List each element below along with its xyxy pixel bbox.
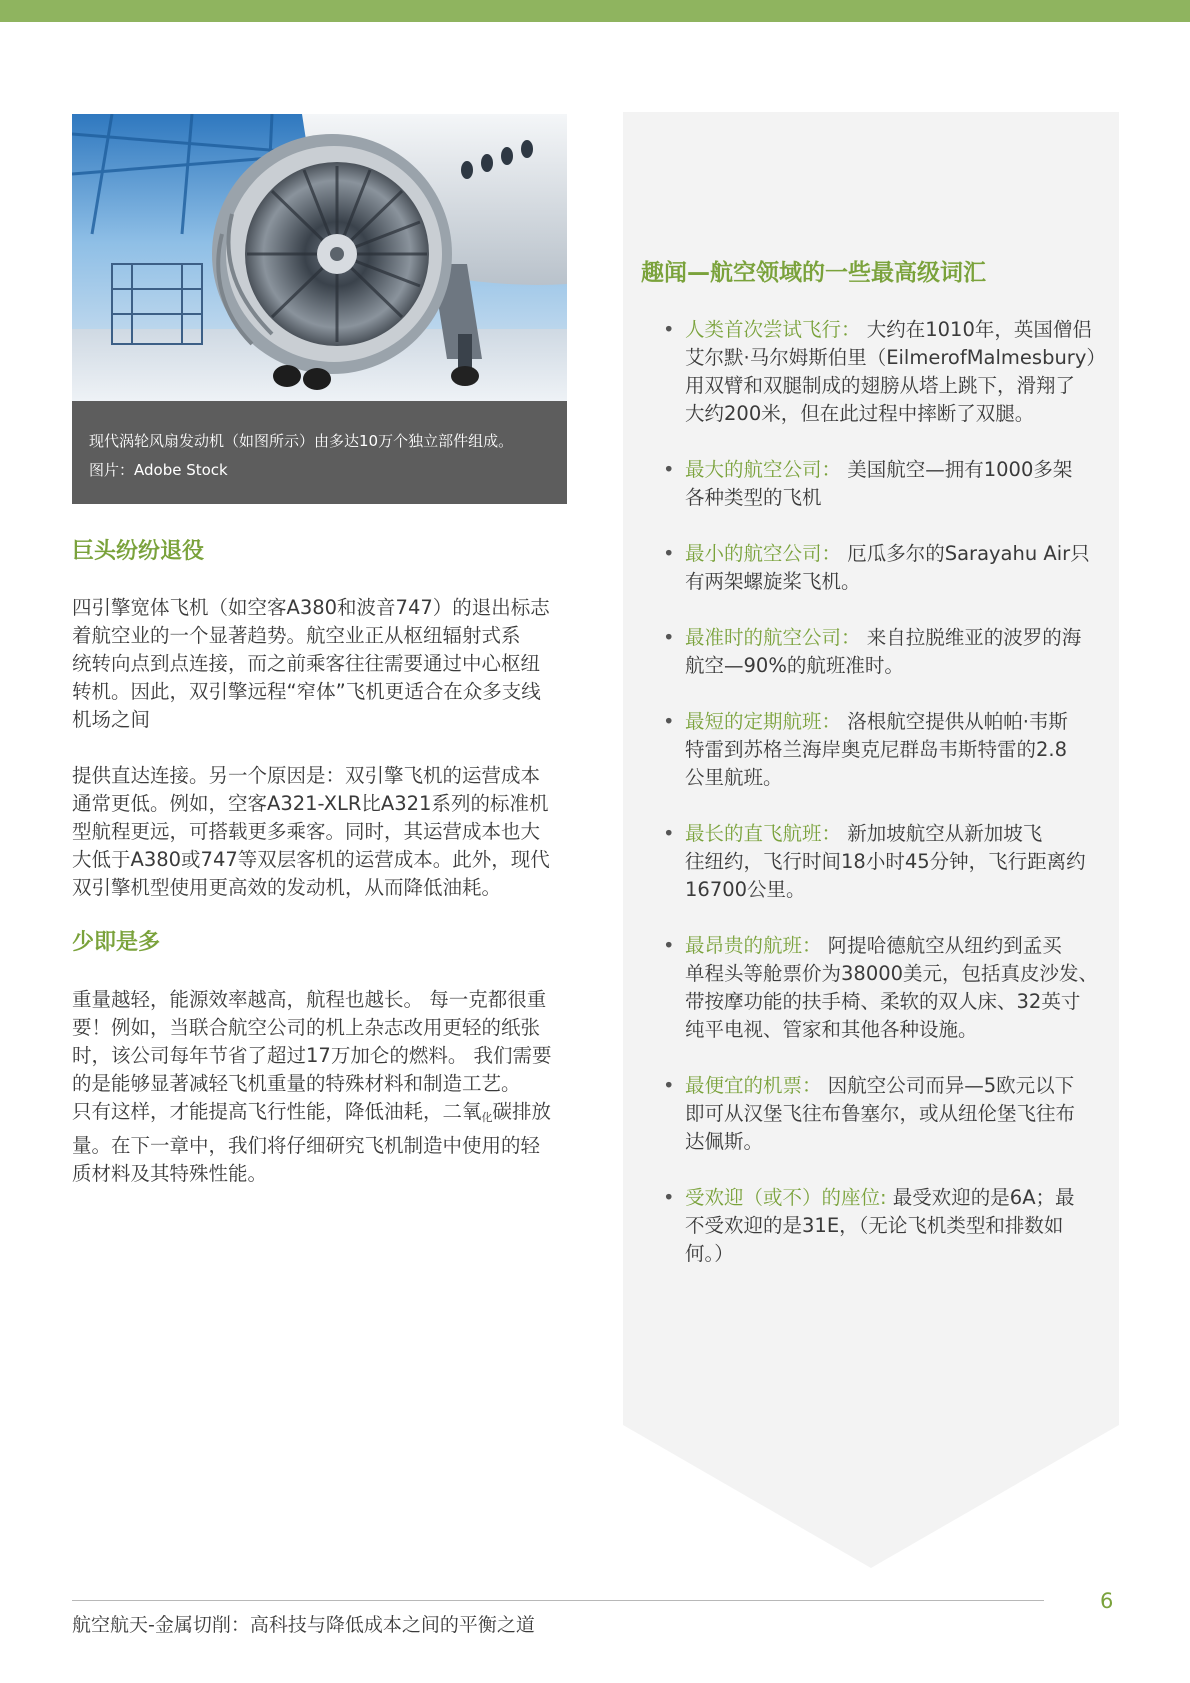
fact-line: 各种类型的飞机 [685,486,822,509]
text-fragment: 只有这样，才能提高飞行性能，降低油耗，二氧 [72,1100,482,1123]
text-line: 统转向点到点连接，而之前乘客往往需要通过中心枢纽 [72,652,541,675]
fact-lead: 最大的航空公司： [685,458,842,481]
fact-text: 来自拉脱维亚的波罗的海 [866,626,1082,649]
fact-line: 16700公里。 [685,878,806,901]
footer-document-title: 航空航天-金属切削：高科技与降低成本之间的平衡之道 [72,1614,535,1636]
section2-paragraph [72,986,572,1188]
fact-line: 达佩斯。 [685,1130,764,1153]
bullet-icon: • [663,1074,675,1097]
fact-line: 单程头等舱票价为38000美元，包括真皮沙发、 [685,962,1099,985]
text-line: 重量越轻，能源效率越高，航程也越长。 每一克都很重 [72,988,547,1011]
fact-line: 有两架螺旋桨飞机。 [685,570,861,593]
fact-item-shortest-flight [663,708,1068,792]
bullet-icon: • [663,542,675,565]
section1-paragraph-1 [72,594,572,734]
text-line: 双引擎机型使用更高效的发动机，从而降低油耗。 [72,876,502,899]
fact-first-line [685,316,1106,344]
fact-text: 美国航空—拥有1000多架 [847,458,1073,481]
top-accent-bar [0,0,1190,22]
subscript-text: 化 [481,1111,493,1124]
section-heading-less-is-more: 少即是多 [72,930,161,955]
fact-text: 因航空公司而异—5欧元以下 [827,1074,1075,1097]
fact-line: 航空—90%的航班准时。 [685,654,904,677]
fact-first-line [685,624,1081,652]
text-line: 的是能够显著减轻飞机重量的特殊材料和制造工艺。 [72,1072,521,1095]
section-heading-giants-retire: 巨头纷纷退役 [72,539,205,564]
fact-line: 即可从汉堡飞往布鲁塞尔，或从纽伦堡飞往布 [685,1102,1076,1125]
engine-photo [72,114,567,401]
text-line: 型航程更远，可搭载更多乘客。同时，其运营成本也大 [72,820,541,843]
text-line: 大低于A380或747等双层客机的运营成本。此外，现代 [72,848,550,871]
fact-first-line [685,1184,1075,1212]
text-line: 机场之间 [72,708,151,731]
fact-line: 纯平电视、管家和其他各种设施。 [685,1018,978,1041]
text-line-co2 [72,1098,572,1132]
fact-lead: 受欢迎（或不）的座位: [685,1186,887,1209]
fact-line: 公里航班。 [685,766,783,789]
fact-line: 艾尔默·马尔姆斯伯里（EilmerofMalmesbury） [685,346,1106,369]
fact-text: 阿提哈德航空从纽约到孟买 [827,934,1062,957]
fact-item-popular-seats [663,1184,1075,1268]
fact-lead: 最准时的航空公司： [685,626,861,649]
fact-item-first-flight [663,316,1106,428]
fact-line: 往纽约，飞行时间18小时45分钟，飞行距离约 [685,850,1086,873]
fact-first-line [685,932,1098,960]
fact-item-most-punctual [663,624,1082,680]
fact-lead: 最小的航空公司： [685,542,842,565]
fact-line: 大约200米，但在此过程中摔断了双腿。 [685,402,1035,425]
fun-facts-title: 趣闻—航空领域的一些最高级词汇 [641,260,986,286]
text-fragment: 碳排放 [492,1100,552,1123]
bullet-icon: • [663,458,675,481]
bullet-icon: • [663,318,675,341]
text-line: 转机。因此，双引擎远程“窄体”飞机更适合在众多支线 [72,680,541,703]
fact-item-largest-airline [663,456,1073,512]
fact-first-line [685,820,1086,848]
bullet-icon: • [663,626,675,649]
text-line: 要！例如，当联合航空公司的机上杂志改用更轻的纸张 [72,1016,541,1039]
fact-item-most-expensive [663,932,1099,1044]
bullet-icon: • [663,822,675,845]
fact-first-line [685,1072,1075,1100]
fact-line: 带按摩功能的扶手椅、柔软的双人床、32英寸 [685,990,1081,1013]
text-line: 通常更低。例如，空客A321-XLR比A321系列的标准机 [72,792,549,815]
footer-divider [72,1600,1044,1601]
fact-item-cheapest-ticket [663,1072,1076,1156]
fact-item-smallest-airline [663,540,1090,596]
fact-lead: 最昂贵的航班： [685,934,822,957]
engine-illustration [72,114,567,401]
fact-first-line [685,708,1068,736]
text-line: 质材料及其特殊性能。 [72,1162,268,1185]
fact-line: 何。） [685,1242,734,1265]
photo-caption-box [72,401,567,504]
fact-lead: 最短的定期航班： [685,710,842,733]
fact-item-longest-flight [663,820,1086,904]
fact-text: 洛根航空提供从帕帕·韦斯 [847,710,1068,733]
fact-line: 用双臂和双腿制成的翅膀从塔上跳下，滑翔了 [685,374,1076,397]
bullet-icon: • [663,1186,675,1209]
fact-lead: 最长的直飞航班： [685,822,842,845]
fact-text: 大约在1010年，英国僧侣 [866,318,1092,341]
fact-first-line [685,456,1072,484]
photo-caption: 现代涡轮风扇发动机（如图所示）由多达10万个独立部件组成。 [89,432,514,450]
fact-lead: 人类首次尝试飞行： [685,318,861,341]
bullet-icon: • [663,710,675,733]
bullet-icon: • [663,934,675,957]
fact-text: 最受欢迎的是6A；最 [892,1186,1075,1209]
fact-line: 不受欢迎的是31E，（无论飞机类型和排数如 [685,1214,1064,1237]
section1-paragraph-2 [72,762,572,902]
fact-first-line [685,540,1090,568]
page-number: 6 [1100,1589,1114,1613]
text-line: 四引擎宽体飞机（如空客A380和波音747）的退出标志 [72,596,550,619]
fact-text: 新加坡航空从新加坡飞 [847,822,1043,845]
text-line: 时，该公司每年节省了超过17万加仑的燃料。 我们需要 [72,1044,552,1067]
engine-photo-figure [72,114,567,504]
fact-lead: 最便宜的机票： [685,1074,822,1097]
fact-text: 厄瓜多尔的Sarayahu Air只 [847,542,1090,565]
text-line: 提供直达连接。另一个原因是：双引擎飞机的运营成本 [72,764,541,787]
text-line: 量。在下一章中，我们将仔细研究飞机制造中使用的轻 [72,1134,541,1157]
fact-line: 特雷到苏格兰海岸奥克尼群岛韦斯特雷的2.8 [685,738,1068,761]
text-line: 着航空业的一个显著趋势。航空业正从枢纽辐射式系 [72,624,521,647]
photo-credit: 图片：Adobe Stock [89,461,228,479]
